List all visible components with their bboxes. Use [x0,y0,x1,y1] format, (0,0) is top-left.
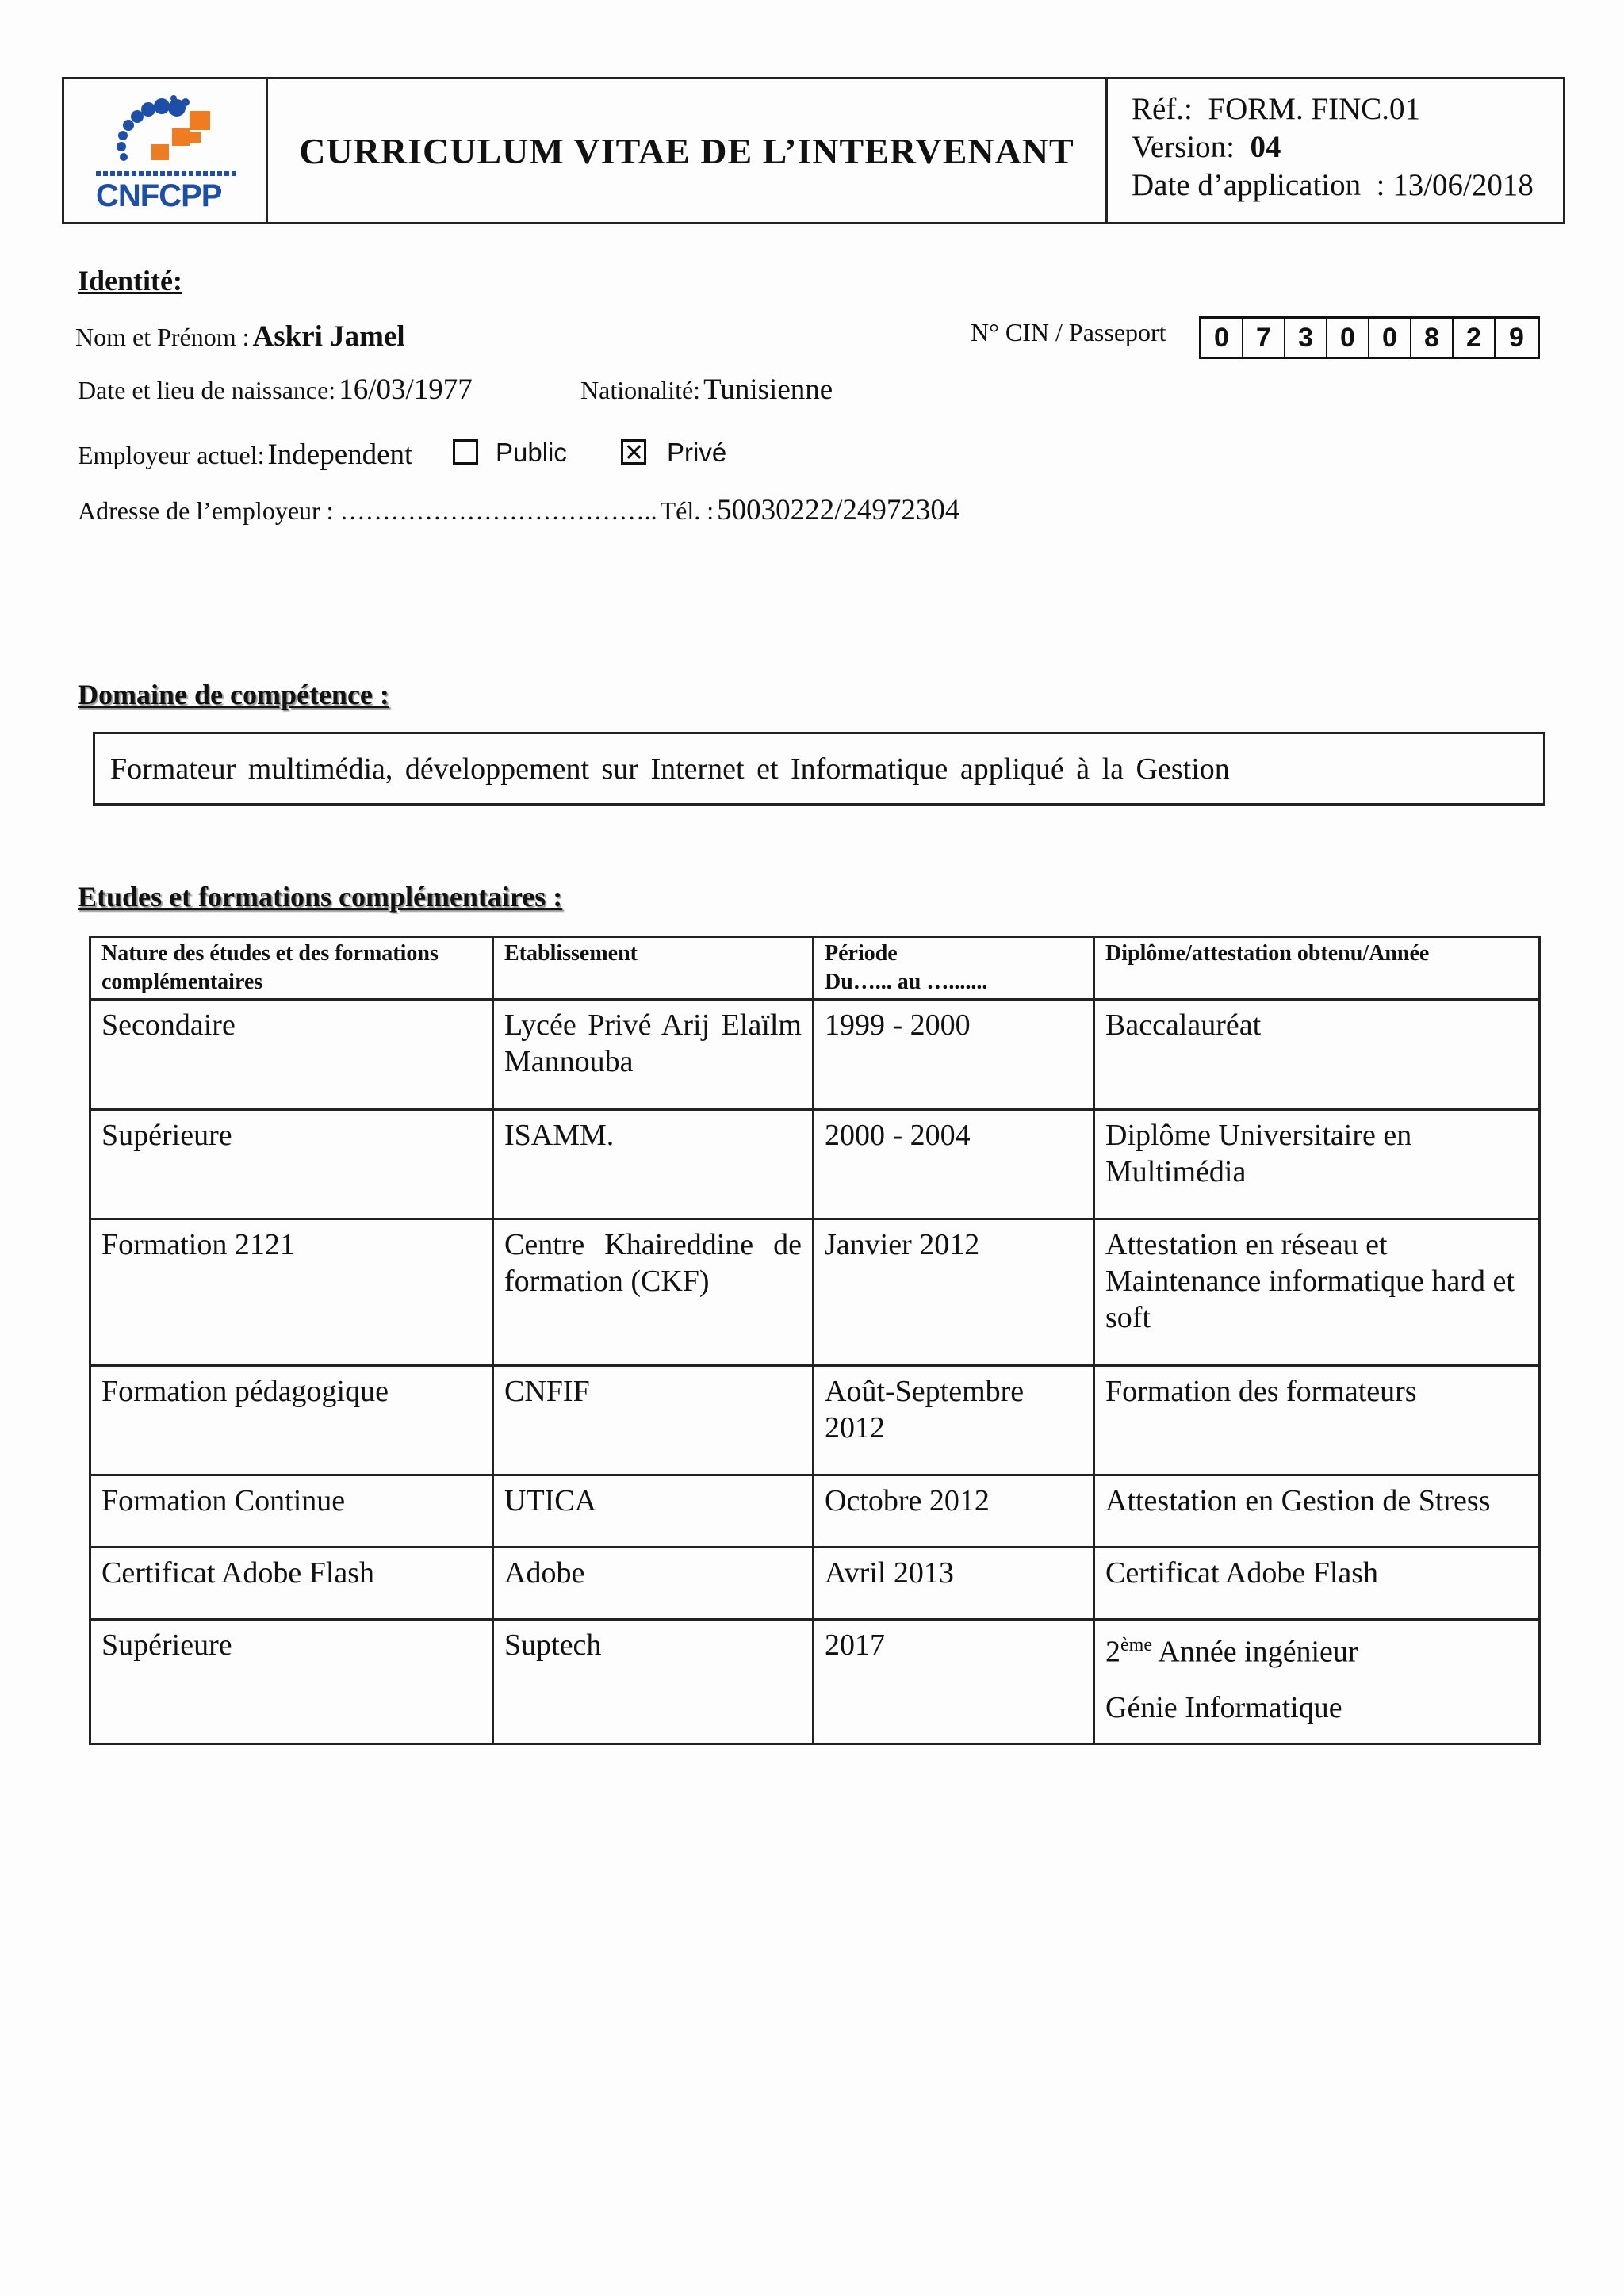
cin-boxes [1199,316,1540,359]
cin-digit: 3 [1285,319,1327,357]
cell-diplome: Formation des formateurs [1094,1366,1540,1475]
table-row [90,1620,1540,1744]
cin-digit: 2 [1454,319,1496,357]
public-checkbox[interactable] [453,439,478,465]
nationality-label: Nationalité: [580,376,701,404]
cell-etablissement: Suptech [493,1620,814,1744]
cell-nature: Formation 2121 [90,1219,493,1366]
birth-value: 16/03/1977 [339,373,473,406]
table-row [90,1000,1540,1110]
cnfcpp-logo-icon [64,79,266,182]
cell-periode: Octobre 2012 [814,1475,1094,1548]
form-header [62,77,1565,224]
employer-row [78,438,412,472]
domaine-box: Formateur multimédia, développement sur Internet et Informatique appliqué à la Gestion [93,732,1545,806]
name-label: Nom et Prénom : [75,323,250,351]
cell-periode: Janvier 2012 [814,1219,1094,1366]
form-title: CURRICULUM VITAE DE L’INTERVENANT [268,79,1108,222]
date-value: : 13/06/2018 [1376,168,1534,202]
cell-diplome: Attestation en réseau et Maintenance informatique hard et soft [1094,1219,1540,1366]
employer-value: Independent [267,438,413,471]
cell-etablissement: Adobe [493,1548,814,1620]
cin-digit: 7 [1243,319,1285,357]
cell-periode: 2017 [814,1620,1094,1744]
cell-periode: Avril 2013 [814,1548,1094,1620]
col-header-nature: Nature des études et des formations complémentaires [90,937,493,1000]
tel-label: Tél. : [660,496,714,525]
address-row [78,493,959,527]
nationality-row [580,373,833,407]
cell-periode: 2000 - 2004 [814,1110,1094,1219]
cell-diplome: Attestation en Gestion de Stress [1094,1475,1540,1548]
birth-row [78,373,473,407]
cin-digit: 0 [1327,319,1369,357]
name-value: Askri Jamel [252,320,405,353]
cin-digit: 0 [1369,319,1411,357]
form-reference [1108,79,1563,222]
cell-nature: Secondaire [90,1000,493,1110]
birth-label: Date et lieu de naissance: [78,376,336,404]
cell-nature: Formation Continue [90,1475,493,1548]
table-header-row [90,937,1540,1000]
cell-diplome: Diplôme Universitaire en Multimédia [1094,1110,1540,1219]
year-number: 2 [1105,1635,1120,1669]
logo [64,79,268,222]
cell-nature: Certificat Adobe Flash [90,1548,493,1620]
cell-nature: Formation pédagogique [90,1366,493,1475]
public-option[interactable] [453,438,567,468]
cell-periode: 1999 - 2000 [814,1000,1094,1110]
cell-diplome: Baccalauréat [1094,1000,1540,1110]
table-row [90,1475,1540,1548]
etudes-table [89,936,1541,1745]
cell-etablissement: Lycée Privé Arij Elaïlm Mannouba [493,1000,814,1110]
prive-option[interactable] [621,438,726,468]
name-row [75,320,405,354]
col-header-periode: Période Du…... au …....... [814,937,1094,1000]
col-header-diplome: Diplôme/attestation obtenu/Année [1094,937,1540,1000]
cell-etablissement: CNFIF [493,1366,814,1475]
prive-checkbox[interactable] [621,439,646,465]
address-label: Adresse de l’employeur : ……………………………….. [78,496,657,525]
table-row [90,1366,1540,1475]
table-row [90,1219,1540,1366]
table-row [90,1110,1540,1219]
version-label: Version: [1132,130,1235,164]
date-label: Date d’application [1132,168,1362,202]
cell-periode: Août-Septembre 2012 [814,1366,1094,1475]
etudes-title: Etudes et formations complémentaires : [78,881,563,913]
diplome-line2: Génie Informatique [1105,1690,1342,1724]
table-row [90,1548,1540,1620]
identite-title: Identité: [78,265,182,297]
year-suffix: ème [1120,1635,1152,1655]
logo-text: CNFCPP [96,178,222,213]
employer-label: Employeur actuel: [78,441,265,469]
domaine-title: Domaine de compétence : [78,679,389,710]
cin-digit: 0 [1201,319,1243,357]
ref-label: Réf.: [1132,92,1193,126]
cell-diplome: Certificat Adobe Flash [1094,1548,1540,1620]
logo-tagline [96,171,236,176]
cell-nature: Supérieure [90,1110,493,1219]
version-value: 04 [1250,130,1281,164]
cin-label: N° CIN / Passeport [971,318,1166,346]
cin-digit: 8 [1411,319,1454,357]
nationality-value: Tunisienne [703,373,833,406]
cin-digit: 9 [1509,322,1524,353]
ref-value: FORM. FINC.01 [1208,92,1421,126]
public-label: Public [496,438,567,467]
cell-nature: Supérieure [90,1620,493,1744]
tel-value: 50030222/24972304 [717,494,960,526]
cell-etablissement: Centre Khaireddine de formation (CKF) [493,1219,814,1366]
cell-diplome [1094,1620,1540,1744]
col-header-etablissement: Etablissement [493,937,814,1000]
cell-etablissement: UTICA [493,1475,814,1548]
prive-label: Privé [667,438,727,467]
diplome-line1: Année ingénieur [1158,1635,1358,1669]
cell-etablissement: ISAMM. [493,1110,814,1219]
